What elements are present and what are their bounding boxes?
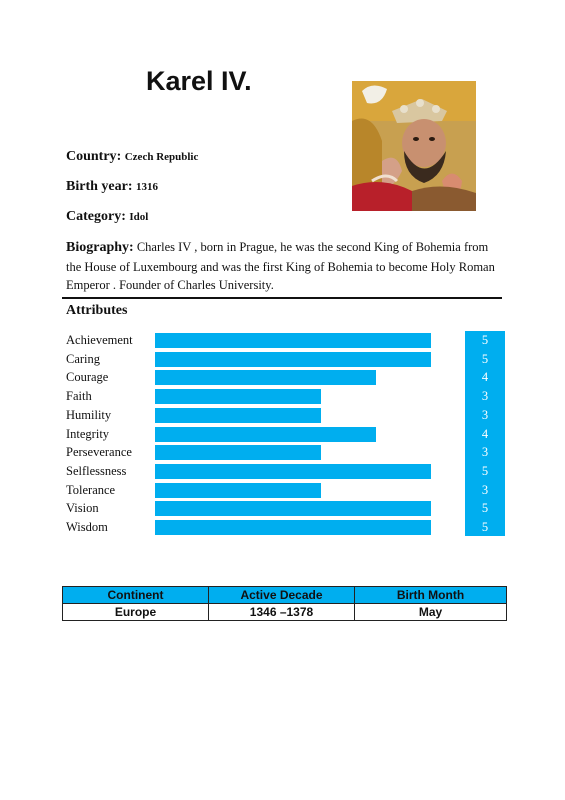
header-continent: Continent — [63, 587, 209, 604]
country-label: Country — [66, 149, 117, 164]
attribute-label: Faith — [66, 389, 92, 404]
attribute-label: Humility — [66, 407, 112, 422]
attribute-label: Tolerance — [66, 482, 116, 497]
cell-continent: Europe — [63, 604, 209, 621]
category-value: Idol — [129, 211, 149, 223]
biography-label: Biography: — [66, 240, 134, 255]
attribute-score: 3 — [481, 407, 489, 422]
portrait-illustration — [352, 81, 476, 211]
attribute-label: Courage — [66, 370, 109, 385]
section-divider — [62, 297, 502, 299]
category-label: Category — [66, 209, 122, 224]
birth-year-field: Birth year: 1316 — [66, 179, 158, 194]
category-field: Category: Idol — [66, 209, 149, 224]
country-field: Country: Czech Republic — [66, 149, 199, 164]
birth-year-value: 1316 — [136, 181, 158, 193]
page-title: Karel IV. — [146, 66, 252, 96]
info-table — [62, 586, 507, 621]
attribute-score: 3 — [481, 445, 489, 460]
attribute-score: 5 — [481, 501, 489, 516]
attribute-score: 3 — [481, 389, 489, 404]
attribute-score: 5 — [481, 520, 489, 534]
attribute-bar — [155, 389, 321, 404]
attribute-bar — [155, 445, 321, 460]
attribute-label: Vision — [66, 501, 99, 516]
attribute-bar — [155, 408, 321, 423]
birth-year-label: Birth year — [66, 179, 128, 194]
cell-active-decade: 1346 –1378 — [209, 604, 355, 621]
info-table-row — [63, 604, 507, 621]
attribute-label: Perseverance — [66, 445, 132, 460]
attribute-bar — [155, 520, 431, 535]
header-active-decade: Active Decade — [209, 587, 355, 604]
attribute-bar — [155, 352, 431, 367]
attribute-bar — [155, 370, 376, 385]
attribute-label: Achievement — [66, 333, 133, 347]
attribute-score: 5 — [481, 463, 489, 478]
attribute-label: Selflessness — [66, 463, 127, 478]
attribute-bar — [155, 483, 321, 498]
attribute-score: 3 — [481, 482, 489, 497]
attribute-bar — [155, 501, 431, 516]
attribute-bar — [155, 333, 431, 348]
attribute-score: 4 — [481, 426, 489, 441]
header-birth-month: Birth Month — [355, 587, 507, 604]
attribute-bar — [155, 427, 376, 442]
attributes-heading: Attributes — [66, 303, 128, 318]
portrait-image — [352, 81, 476, 211]
attribute-score: 4 — [481, 370, 489, 385]
attribute-label: Caring — [66, 351, 101, 366]
attribute-score: 5 — [481, 333, 489, 347]
attribute-score: 5 — [481, 351, 489, 366]
attribute-label: Integrity — [66, 426, 110, 441]
biography — [66, 238, 506, 295]
attribute-bar — [155, 464, 431, 479]
cell-birth-month: May — [355, 604, 507, 621]
country-value: Czech Republic — [124, 151, 199, 163]
biography-text: Charles IV , born in Prague, he was the second King of Bohemia from the House of Luxembourg and was the first King of Bohemia to become Holy Roman Emperor . Founder of Charles University. — [66, 240, 495, 292]
info-table-header-row — [63, 587, 507, 604]
attribute-label: Wisdom — [66, 520, 108, 534]
